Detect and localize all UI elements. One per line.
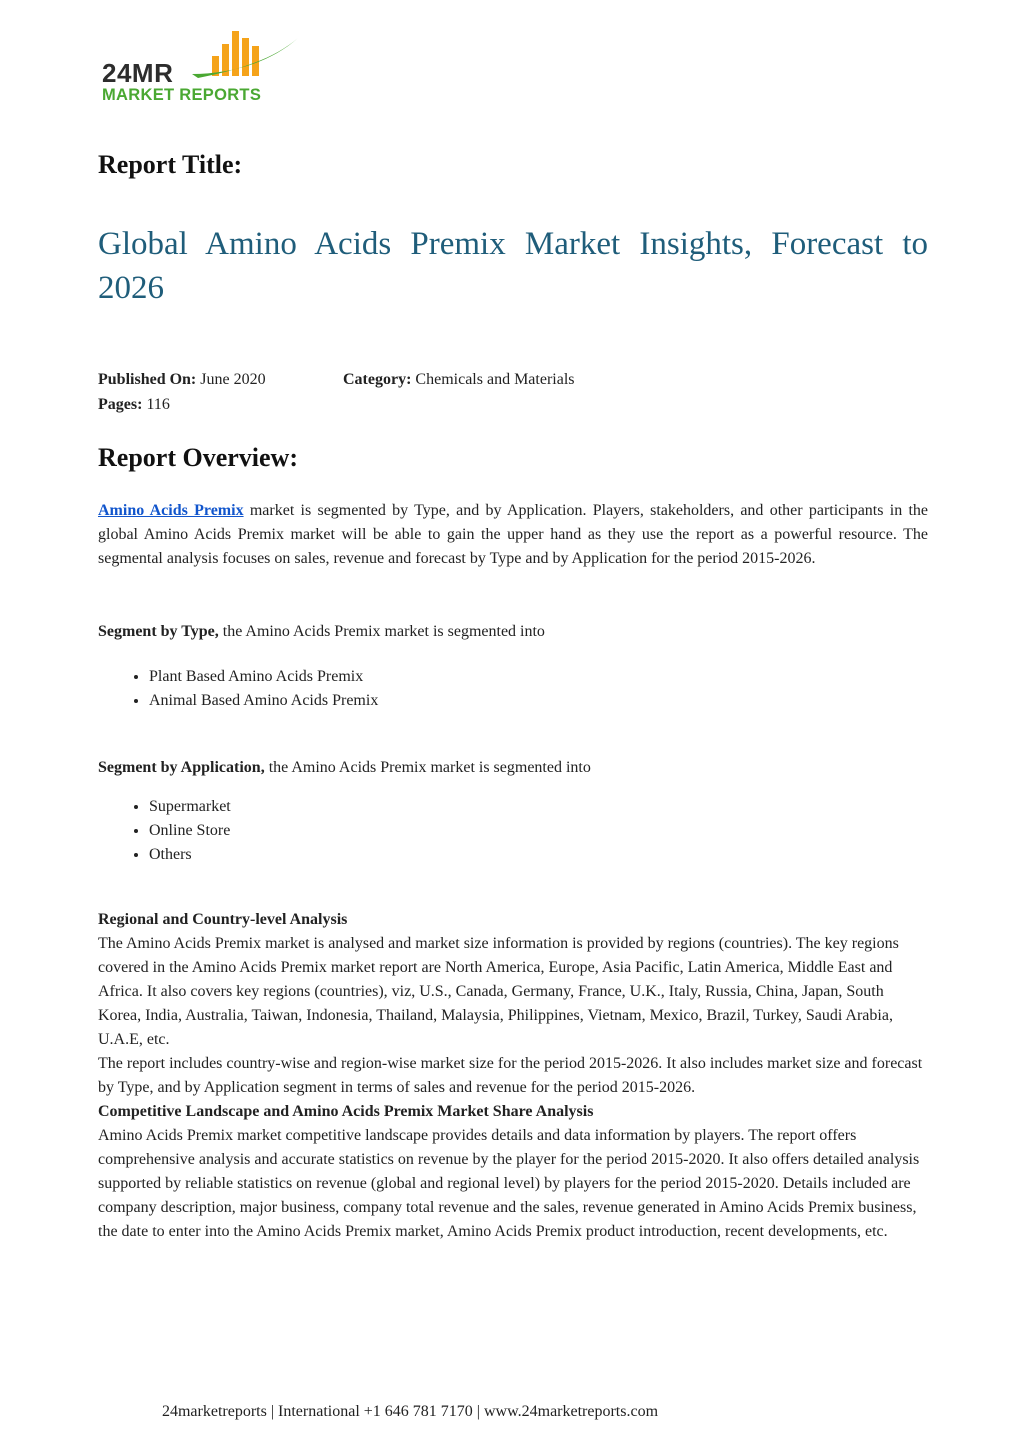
logo-bar-3 [232,31,239,76]
segment-type-text: the Amino Acids Premix market is segmented into [218,623,545,640]
logo-bar-5 [252,46,259,76]
regional-heading [98,908,928,932]
category-label: Category: [343,371,412,388]
segment-type-list [100,665,378,713]
pages [98,396,170,414]
list-item: • Supermarket [149,795,231,819]
pages-label: Pages: [98,396,143,413]
footer-contact: 24marketreports | International +1 646 781 7170 | www.24marketreports.com [161,1403,659,1420]
competitive-heading [98,1100,928,1124]
amino-acids-premix-link[interactable]: Amino Acids Premix [98,502,244,519]
overview-paragraph [98,499,928,571]
competitive-paragraph: Amino Acids Premix market competitive landscape provides details and data information by players. The report offers comprehensive analysis and accurate statistics on revenue by the player for the period 2015-2020. It also offers detailed analysis supported by reliable statistics on revenue (global and regional level) by players for the period 2015-2020. Details included are company description, major business, company total revenue and the sales, revenue generated in Amino Acids Premix business, the date to enter into the Amino Acids Premix market, Amino Acids Premix product introduction, recent developments, etc. [98,1127,920,1240]
published-value: June 2020 [200,371,266,388]
list-item: • Plant Based Amino Acids Premix [149,665,378,689]
segment-type-label: Segment by Type, [98,623,219,640]
list-item: • Online Store [149,819,231,843]
regional-paragraph-2: The report includes country-wise and region-wise market size for the period 2015-2026. It also includes market size and forecast by Type, and by Application segment in terms of sales and revenue for the period 2015-2026. [98,1055,923,1096]
category [343,371,574,389]
segment-app-list [100,795,231,867]
segment-by-type [98,620,928,644]
published-on [98,371,266,389]
published-label: Published On: [98,371,197,388]
report-overview-heading: Report Overview: [98,443,298,472]
logo-text-24mr: 24MR [102,58,174,88]
report-title-label: Report Title: [98,150,243,179]
list-item: • Animal Based Amino Acids Premix [149,689,378,713]
category-value: Chemicals and Materials [415,371,575,388]
company-logo [100,28,310,108]
segment-by-application [98,756,928,780]
competitive-heading-text: Competitive Landscape and Amino Acids Premix Market Share Analysis [98,1103,594,1120]
regional-paragraph-1: The Amino Acids Premix market is analysed and market size information is provided by regions (countries). The key regions covered in the Amino Acids Premix market report are North America, Europe, Asia Pacific, Latin America, Middle East and Africa. It also covers key regions (countries), viz, U.S., Canada, Germany, France, U.K., Italy, Russia, China, Japan, South Korea, India, Australia, Taiwan, Indonesia, Thailand, Malaysia, Philippines, Vietnam, Mexico, Brazil, Turkey, Saudi Arabia, U.A.E, etc. [98,935,899,1048]
regional-heading-text: Regional and Country-level Analysis [98,911,348,928]
analysis-section [98,908,928,1244]
segment-app-text: the Amino Acids Premix market is segmented into [264,759,591,776]
overview-text: market is segmented by Type, and by Application. Players, stakeholders, and other participants in the global Amino Acids Premix market will be able to gain the upper hand as they use the report as a powerful resource. The segmental analysis focuses on sales, revenue and forecast by Type and by Application for the period 2015-2026. [98,502,929,567]
logo-bar-4 [242,38,249,76]
logo-text-market-reports: MARKET REPORTS [102,86,262,104]
segment-app-label: Segment by Application, [98,759,265,776]
list-item: • Others [149,843,231,867]
report-title: Global Amino Acids Premix Market Insights, Forecast to 2026 [98,226,928,306]
pages-value: 116 [146,396,170,413]
